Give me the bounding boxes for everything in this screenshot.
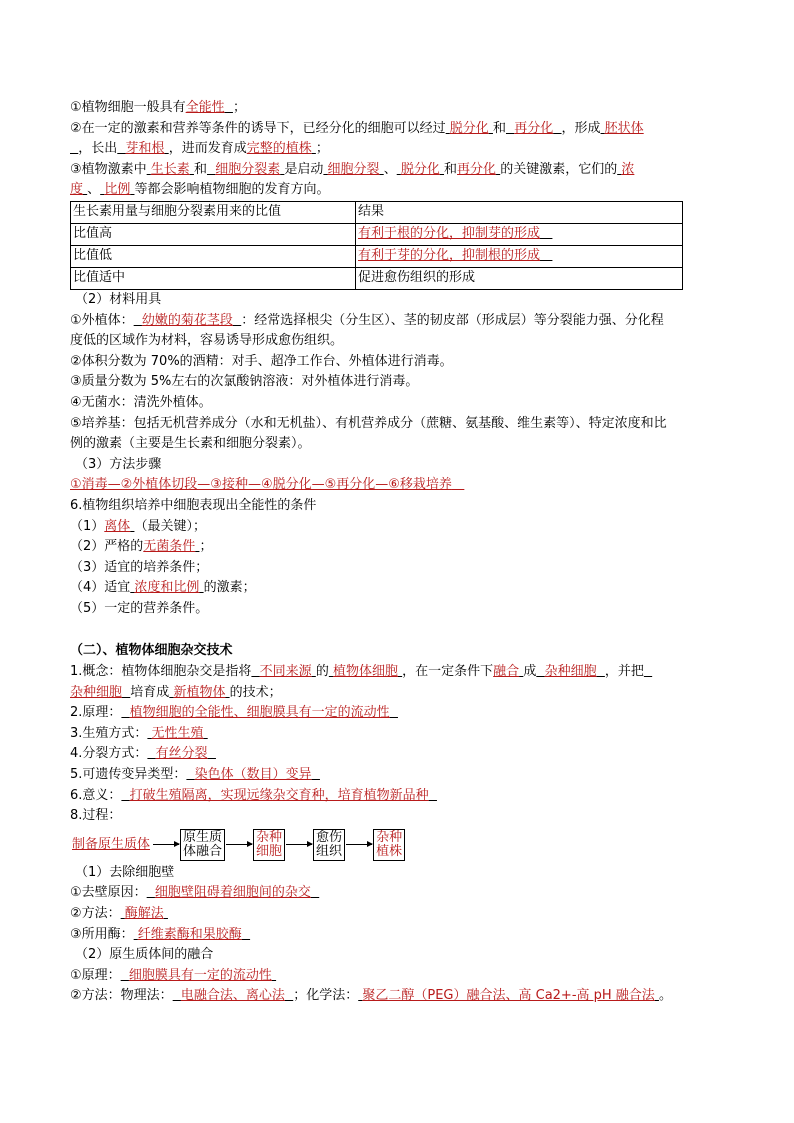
line-12: ⑤培养基：包括无机营养成分（水和无机盐）、有机营养成分（蔗糖、氨基酸、维生素等）、特定浓度和比	[70, 415, 667, 431]
text: ①外植体：	[70, 312, 134, 328]
text: ；	[232, 100, 246, 115]
text: ，并把	[604, 664, 644, 680]
answer: 融合	[493, 664, 520, 680]
text: ，进而发育成	[168, 141, 247, 157]
flow-step	[253, 829, 285, 861]
text: 和	[193, 161, 207, 177]
text: ，在一定条件下	[402, 664, 494, 680]
arrow-icon	[346, 844, 372, 845]
table-header-row	[71, 201, 683, 223]
text: 5.可遗传变异类型：	[70, 767, 187, 783]
text: 的关键激素，它们的	[500, 161, 618, 177]
line-m15	[70, 986, 725, 1007]
answer: 打破生殖隔离，实现远缘杂交育种，培育植物新品种	[129, 787, 429, 803]
text: 成	[523, 664, 537, 680]
hormone-ratio-table	[70, 201, 683, 290]
table-cell	[356, 223, 683, 245]
answer: 纤维素酶和果胶酶	[137, 926, 242, 942]
text: 等都会影响植物细胞的发育方向。	[134, 182, 330, 198]
line-8: 度低的区域作为材料，容易诱导形成愈伤组织。	[70, 333, 344, 349]
answer: 细胞分裂	[327, 161, 380, 177]
text: （最关键）；	[134, 518, 206, 534]
text: ；	[199, 539, 213, 555]
answer: 杂种细胞	[70, 684, 123, 700]
text: ②在一定的激素和营养等条件的诱导下，已经分化的细胞可以经过	[70, 120, 446, 136]
line-m13: （2）原生质体间的融合	[75, 947, 214, 963]
line-m9: （1）去除细胞壁	[75, 864, 175, 880]
flow-step	[313, 829, 345, 861]
answer: 再分化	[514, 120, 554, 136]
answer: 比例	[104, 182, 131, 198]
text: ②方法：	[70, 906, 121, 921]
text: 4.分裂方式：	[70, 746, 148, 762]
text: 、	[383, 161, 397, 177]
answer: 电融合法、离心法	[180, 988, 285, 1004]
line-m1	[70, 662, 725, 683]
answer: 幼嫩的菊花茎段	[141, 312, 233, 328]
answer: 植物体细胞	[332, 664, 398, 680]
arrow-icon	[153, 844, 179, 845]
line-m14	[70, 966, 725, 987]
table-cell: 促进愈伤组织的形成	[356, 267, 683, 289]
text: 的激素；	[203, 580, 256, 596]
flow-step-label: 组织	[316, 843, 343, 859]
answer: 不同来源	[259, 664, 312, 680]
text: 是启动	[284, 161, 324, 177]
flow-step-label: 原生质	[183, 829, 223, 845]
text: 培育成	[130, 684, 170, 700]
line-m8: 8.过程：	[70, 808, 122, 824]
answer: 无性生殖	[151, 725, 204, 741]
text: ①原理：	[70, 967, 121, 983]
line-4	[70, 160, 725, 181]
answer: 有利于芽的分化，抑制根的形成	[358, 248, 541, 264]
text: ③植物激素中	[70, 161, 147, 177]
answer: 杂种细胞	[544, 664, 597, 680]
answer: 有利于根的分化，抑制芽的形成	[358, 226, 541, 242]
content	[70, 98, 725, 1007]
answer: 染色体（数目）变异	[194, 767, 312, 783]
line-21: （5）一定的营养条件。	[70, 600, 209, 616]
text: 。	[658, 988, 672, 1004]
text: ②方法：物理法：	[70, 988, 173, 1004]
process-flow	[70, 828, 725, 862]
line-1	[70, 98, 725, 119]
answer: 脱分化	[449, 120, 489, 136]
text: （1）	[70, 518, 105, 534]
answer: 生长素	[150, 161, 190, 177]
line-19: （3）适宜的培养条件；	[70, 559, 209, 575]
line-16: 6.植物组织培养中细胞表现出全能性的条件	[70, 497, 317, 513]
answer: 细胞壁阻碍着细胞间的杂交	[154, 885, 311, 901]
table-cell	[356, 245, 683, 267]
line-17	[70, 517, 725, 538]
table-cell: 比值低	[71, 245, 356, 267]
line-m2	[70, 683, 725, 704]
arrow-icon	[286, 844, 312, 845]
answer: 胚状体	[604, 120, 644, 136]
answer: 细胞膜具有一定的流动性	[128, 967, 272, 983]
answer: 植物细胞的全能性、细胞膜具有一定的流动性	[129, 705, 390, 721]
text: 2.原理：	[70, 705, 122, 721]
text: 的技术；	[229, 684, 282, 700]
answer: 芽和根	[125, 141, 165, 157]
text: ：经常选择根尖（分生区）、茎的韧皮部（形成层）等分裂能力强、分化程	[241, 312, 664, 328]
flow-step-label: 杂种	[256, 829, 283, 845]
text: 和	[444, 161, 458, 177]
line-m11	[70, 904, 725, 925]
table-header-cell: 结果	[356, 201, 683, 223]
text: ，长出	[78, 141, 118, 157]
table-row	[71, 223, 683, 245]
table-row	[71, 267, 683, 289]
table-cell: 比值适中	[71, 267, 356, 289]
flow-step-label: 愈伤	[316, 829, 343, 845]
line-m5	[70, 744, 725, 765]
answer: 离体	[104, 518, 131, 534]
flow-step	[180, 829, 225, 861]
text: ①植物细胞一般具有	[70, 100, 186, 115]
text: 1.概念：植物体细胞杂交是指将	[70, 664, 252, 680]
line-7	[70, 311, 725, 332]
section-heading: （二）、植物体细胞杂交技术	[70, 643, 233, 659]
answer: 有丝分裂	[155, 746, 208, 762]
answer: ①消毒—②外植体切段—③接种—④脱分化—⑤再分化—⑥移栽培养	[70, 477, 452, 493]
text: ①去壁原因：	[70, 885, 147, 901]
answer: 浓度和比例	[134, 580, 200, 596]
arrow-icon	[226, 844, 252, 845]
answer: 脱分化	[400, 161, 440, 177]
text: 、	[87, 182, 101, 198]
answer: 细胞分裂素	[215, 161, 281, 177]
flow-step-label: 细胞	[256, 843, 283, 859]
table-cell: 比值高	[71, 223, 356, 245]
answer: 酶解法	[124, 906, 164, 921]
text: 的	[315, 664, 329, 680]
flow-step-label: 植株	[376, 843, 403, 859]
line-3	[70, 139, 725, 160]
answer: 浓	[621, 161, 635, 177]
line-2	[70, 119, 725, 140]
text: ，形成	[561, 120, 601, 136]
spacer	[70, 619, 725, 641]
text: ③所用酶：	[70, 926, 134, 942]
text: （2）严格的	[70, 539, 144, 555]
line-9: ②体积分数为 70%的酒精：对手、超净工作台、外植体进行消毒。	[70, 353, 453, 369]
flow-step	[373, 829, 405, 861]
flow-step	[70, 837, 152, 853]
line-18	[70, 537, 725, 558]
line-20	[70, 578, 725, 599]
flow-step-label: 杂种	[376, 829, 403, 845]
answer: 再分化	[457, 161, 497, 177]
text: 3.生殖方式：	[70, 725, 148, 741]
line-10: ③质量分数为 5%左右的次氯酸钠溶液：对外植体进行消毒。	[70, 374, 419, 390]
answer: 完整的植株	[246, 141, 312, 157]
answer: 无菌条件	[143, 539, 196, 555]
flow-step-label: 制备原生质体	[72, 836, 151, 852]
line-14: （3）方法步骤	[75, 456, 162, 472]
line-m3	[70, 703, 725, 724]
answer: 新植物体	[173, 684, 226, 700]
flow-step-label: 体融合	[183, 843, 223, 859]
text: 和	[492, 120, 506, 136]
text: 6.意义：	[70, 787, 122, 803]
line-13: 例的激素（主要是生长素和细胞分裂素）。	[70, 436, 311, 452]
answer: 聚乙二醇（PEG）融合法、高 Ca2+-高 pH 融合法	[362, 988, 655, 1004]
line-m7	[70, 786, 725, 807]
line-6: （2）材料用具	[75, 291, 162, 307]
line-11: ④无菌水：清洗外植体。	[70, 394, 212, 410]
table-row	[71, 245, 683, 267]
answer: 度	[70, 182, 84, 198]
line-m10	[70, 883, 725, 904]
answer: 全能性	[185, 100, 225, 115]
text: ；	[315, 141, 329, 157]
line-15	[70, 475, 725, 496]
line-m4	[70, 724, 725, 745]
text: （4）适宜	[70, 580, 131, 596]
line-5	[70, 180, 725, 201]
text: ；化学法：	[293, 988, 359, 1004]
line-m6	[70, 765, 725, 786]
table-header-cell: 生长素用量与细胞分裂素用来的比值	[71, 201, 356, 223]
line-m12	[70, 925, 725, 946]
